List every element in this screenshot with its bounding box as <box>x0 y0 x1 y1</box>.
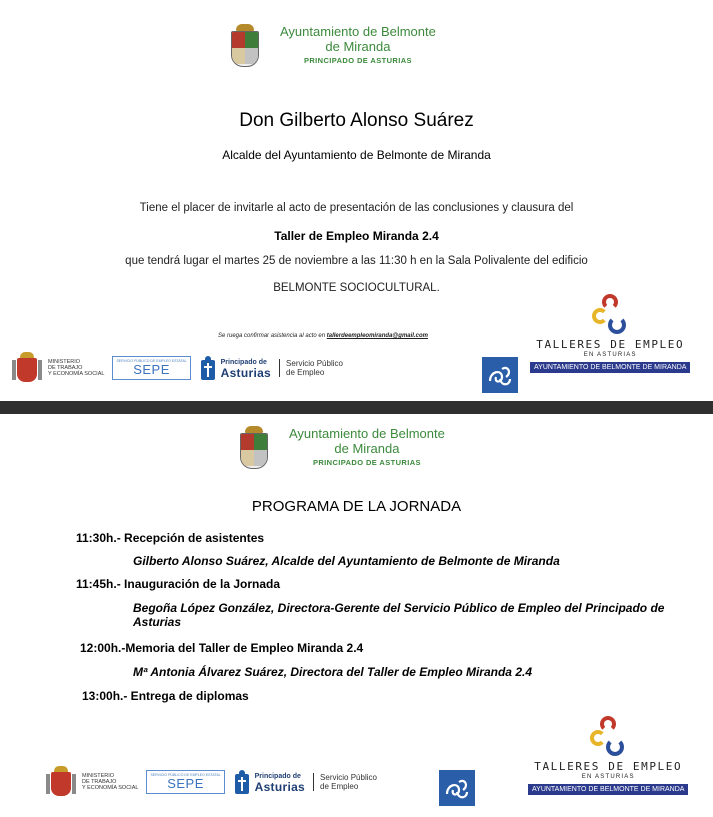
talleres-logo: TALLERES DE EMPLEO EN ASTURIAS AYUNTAMIENTO DE BELMONTE DE MIRANDA <box>528 716 688 795</box>
venue: BELMONTE SOCIOCULTURAL. <box>273 282 440 294</box>
program-item: 11:45h.- Inauguración de la Jornada <box>76 577 281 591</box>
confirm-note: Se ruega confirmar asistencia al acto en tallerdeempleomiranda@gmail.com <box>218 333 428 339</box>
page-separator <box>0 401 713 414</box>
event-name: Taller de Empleo Miranda 2.4 <box>274 229 439 243</box>
institution-logos <box>12 352 343 384</box>
triskel-icon <box>439 770 475 806</box>
triskel-icon <box>482 357 518 393</box>
program-title: PROGRAMA DE LA JORNADA <box>251 498 462 515</box>
spain-seal-icon <box>46 766 76 798</box>
principado-asturias-logo: Principado de Asturias Servicio Público de Empleo <box>235 770 377 794</box>
asturias-cross-icon <box>201 356 215 380</box>
program-speaker: Mª Antonia Álvarez Suárez, Directora del Taller de Empleo Miranda 2.4 <box>133 665 532 679</box>
program-item: 12:00h.-Memoria del Taller de Empleo Miranda 2.4 <box>80 641 364 655</box>
sepe-logo: SERVICIO PÚBLICO DE EMPLEO ESTATAL SEPE <box>146 770 224 794</box>
talleres-logo: TALLERES DE EMPLEO EN ASTURIAS AYUNTAMIENTO DE BELMONTE DE MIRANDA <box>530 294 690 373</box>
municipality-name-1: Ayuntamiento de Belmonte <box>280 24 436 39</box>
invitation-line-1: Tiene el placer de invitarle al acto de presentación de las conclusiones y clausura del <box>139 202 574 214</box>
municipality-header <box>230 24 436 68</box>
confirm-email-link[interactable]: tallerdeempleomiranda@gmail.com <box>326 333 428 339</box>
program-item: 11:30h.- Recepción de asistentes <box>76 531 265 545</box>
principado-asturias-logo: Principado de Asturias Servicio Público de Empleo <box>201 356 343 380</box>
spain-seal-icon <box>12 352 42 384</box>
invitation-line-2: que tendrá lugar el martes 25 de noviembre a las 11:30 h en la Sala Polivalente del edificio <box>125 255 588 267</box>
talleres-spiral-icon <box>588 716 628 760</box>
invitation-page <box>0 0 713 401</box>
program-speaker: Gilberto Alonso Suárez, Alcalde del Ayuntamiento de Belmonte de Miranda <box>133 554 560 568</box>
municipality-region: PRINCIPADO DE ASTURIAS <box>303 56 412 65</box>
asturias-cross-icon <box>235 770 249 794</box>
program-page <box>0 414 713 817</box>
institution-logos-2 <box>46 766 377 798</box>
host-name: Don Gilberto Alonso Suárez <box>239 110 474 131</box>
talleres-spiral-icon <box>590 294 630 338</box>
host-role: Alcalde del Ayuntamiento de Belmonte de Miranda <box>222 148 491 162</box>
municipality-name-2: de Miranda <box>325 39 391 54</box>
coat-of-arms-icon <box>230 24 260 68</box>
program-item: 13:00h.- Entrega de diplomas <box>82 689 249 703</box>
ministerio-logo: MINISTERIO DE TRABAJO Y ECONOMÍA SOCIAL <box>12 352 104 384</box>
coat-of-arms-icon <box>239 426 269 470</box>
program-speaker: Begoña López González, Directora-Gerente del Servicio Público de Empleo del Principado de Asturias <box>133 601 665 629</box>
sepe-logo: SERVICIO PÚBLICO DE EMPLEO ESTATAL SEPE <box>112 356 190 380</box>
ministerio-logo: MINISTERIO DE TRABAJO Y ECONOMÍA SOCIAL <box>46 766 138 798</box>
municipality-header-2: Ayuntamiento de Belmonte de Miranda PRINCIPADO DE ASTURIAS <box>239 426 445 470</box>
